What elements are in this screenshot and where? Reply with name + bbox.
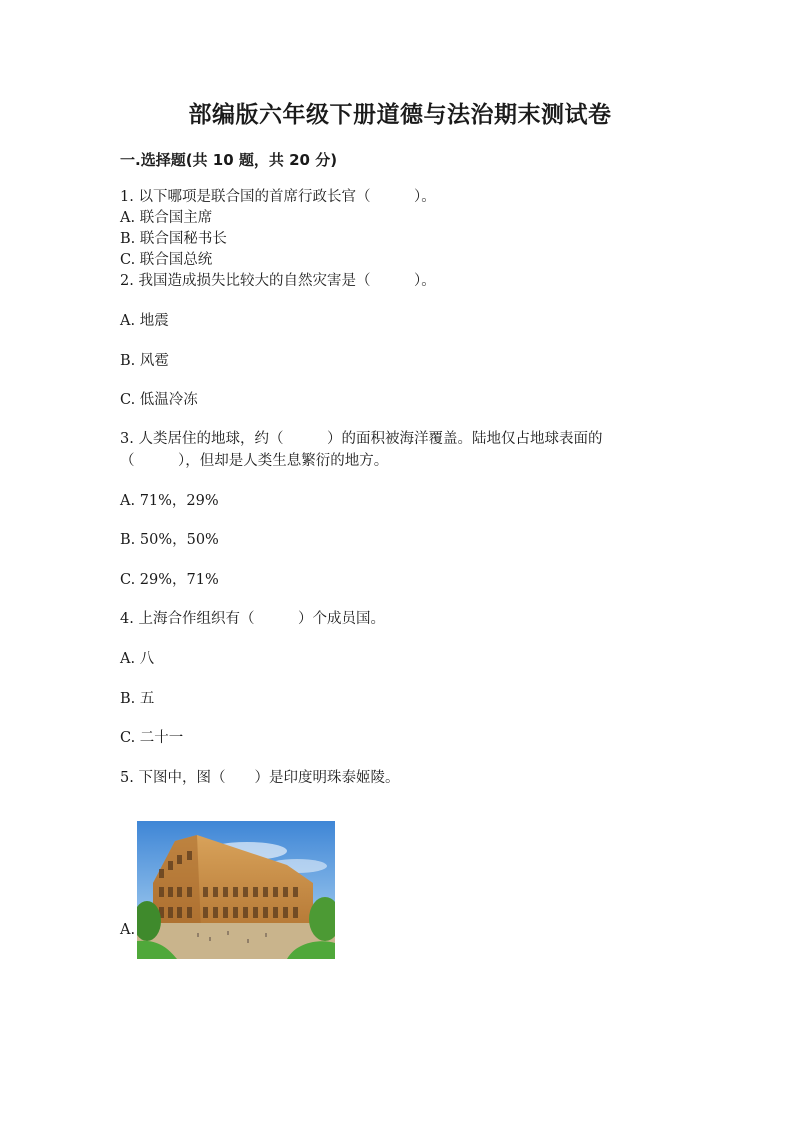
section-heading: 一.选择题(共 10 题，共 20 分) xyxy=(120,151,338,169)
question-4-option-a: A. 八 xyxy=(120,651,155,667)
question-1-option-b: B. 联合国秘书长 xyxy=(120,231,227,247)
question-1-option-c: C. 联合国总统 xyxy=(120,252,213,268)
question-5-option-a-label: A. xyxy=(120,922,136,938)
question-4-option-c: C. 二十一 xyxy=(120,730,184,746)
page-title: 部编版六年级下册道德与法治期末测试卷 xyxy=(188,102,612,128)
question-2-option-b: B. 风雹 xyxy=(120,353,169,369)
question-1-stem: 1. 以下哪项是联合国的首席行政长官（ ）。 xyxy=(120,189,436,205)
question-3-option-c: C. 29%，71% xyxy=(120,572,219,588)
question-3-stem-line-1: 3. 人类居住的地球，约（ ）的面积被海洋覆盖。陆地仅占地球表面的 xyxy=(120,431,603,447)
question-4-stem: 4. 上海合作组织有（ ）个成员国。 xyxy=(120,611,385,627)
question-2-stem: 2. 我国造成损失比较大的自然灾害是（ ）。 xyxy=(120,273,436,289)
question-3-stem-line-2: （ ），但却是人类生息繁衍的地方。 xyxy=(120,453,389,469)
question-4-option-b: B. 五 xyxy=(120,691,155,707)
question-5-stem: 5. 下图中，图（ ）是印度明珠泰姬陵。 xyxy=(120,770,400,786)
question-3-option-b: B. 50%，50% xyxy=(120,532,219,548)
colosseum-photo xyxy=(137,821,335,959)
question-1-option-a: A. 联合国主席 xyxy=(120,210,213,226)
question-2-option-a: A. 地震 xyxy=(120,313,169,329)
question-2-option-c: C. 低温冷冻 xyxy=(120,392,198,408)
question-3-option-a: A. 71%，29% xyxy=(120,493,219,509)
